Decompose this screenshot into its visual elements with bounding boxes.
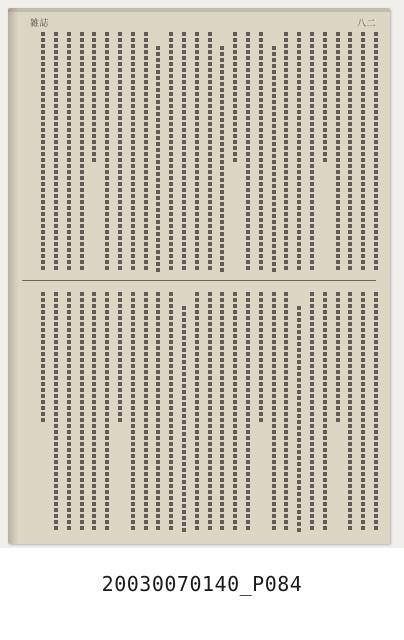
text-column — [118, 292, 122, 424]
text-column — [195, 292, 199, 532]
text-column — [220, 292, 224, 532]
text-column — [182, 32, 186, 272]
text-column — [336, 32, 340, 272]
text-column — [284, 292, 288, 532]
text-column — [272, 292, 276, 532]
text-column — [41, 32, 45, 272]
running-header: 雑誌 — [30, 19, 50, 29]
text-column — [144, 32, 148, 272]
binding-shadow — [8, 8, 18, 544]
text-column — [310, 292, 314, 532]
text-column — [41, 292, 45, 424]
text-column — [131, 32, 135, 272]
text-column — [156, 46, 160, 272]
text-column — [233, 32, 237, 164]
text-column — [105, 32, 109, 272]
text-column — [169, 32, 173, 272]
text-column — [131, 292, 135, 532]
text-column — [144, 292, 148, 532]
text-column — [80, 32, 84, 272]
text-column — [361, 32, 365, 272]
text-column — [323, 292, 327, 532]
text-column — [336, 292, 340, 424]
text-column — [92, 32, 96, 164]
text-column — [272, 46, 276, 272]
text-column — [246, 292, 250, 532]
text-column — [374, 292, 378, 532]
text-column — [80, 292, 84, 532]
section-divider — [22, 280, 376, 281]
text-column — [284, 32, 288, 272]
page-top-edge — [8, 8, 390, 12]
image-identifier-caption: 20030070140_P084 — [101, 572, 303, 596]
text-column — [195, 32, 199, 272]
text-column — [220, 46, 224, 272]
text-column — [92, 292, 96, 532]
text-column — [118, 32, 122, 272]
text-column — [374, 32, 378, 272]
text-column — [105, 292, 109, 532]
text-column — [297, 306, 301, 532]
document-page — [8, 8, 390, 544]
text-column — [310, 32, 314, 272]
text-column — [323, 32, 327, 164]
text-column — [259, 292, 263, 424]
text-column — [182, 306, 186, 532]
text-column — [208, 292, 212, 532]
text-column — [169, 292, 173, 532]
text-column — [348, 32, 352, 272]
text-column — [156, 292, 160, 532]
text-column — [54, 292, 58, 532]
text-column — [361, 292, 365, 532]
text-column — [233, 292, 237, 532]
text-column — [208, 32, 212, 272]
text-column — [246, 32, 250, 272]
text-column — [348, 292, 352, 532]
page-number: 八二 — [356, 19, 376, 29]
text-column — [297, 32, 301, 272]
text-column — [259, 32, 263, 272]
text-column — [54, 32, 58, 272]
text-column — [67, 292, 71, 532]
text-column — [67, 32, 71, 272]
